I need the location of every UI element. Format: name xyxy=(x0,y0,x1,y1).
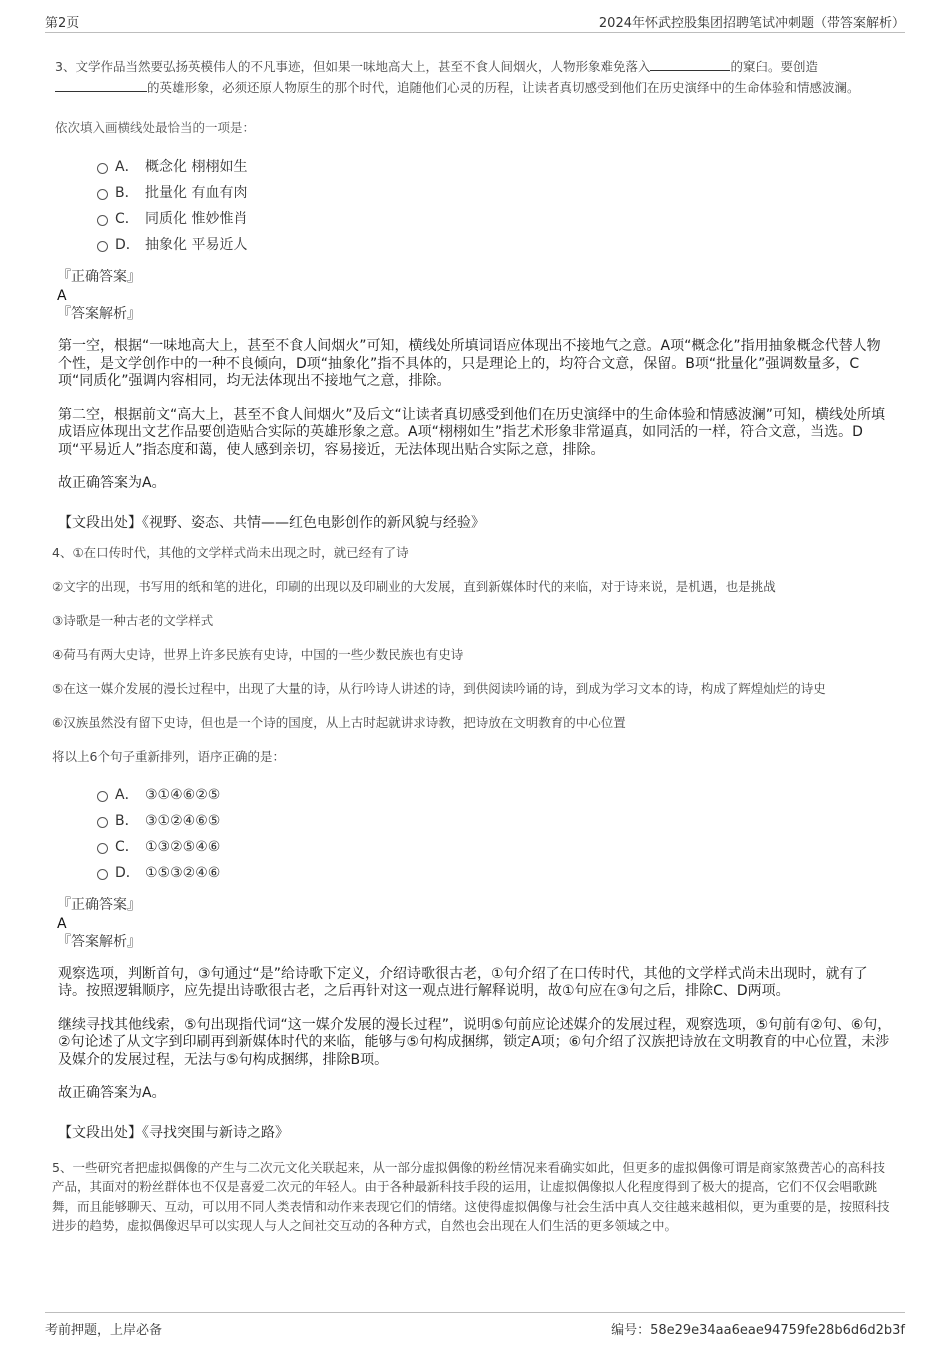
answer-value: A xyxy=(57,915,67,932)
radio-icon[interactable] xyxy=(97,241,108,252)
question-5 xyxy=(52,1158,892,1236)
document-body xyxy=(52,52,895,1236)
question-4 xyxy=(52,544,892,1142)
sentence: ③诗歌是一种古老的文学样式 xyxy=(52,612,214,628)
page-footer xyxy=(45,1312,905,1337)
blank-2 xyxy=(55,79,147,92)
analysis-label: 『答案解析』 xyxy=(57,306,141,322)
radio-icon[interactable] xyxy=(97,791,108,802)
analysis-conclusion: 故正确答案为A。 xyxy=(58,1085,166,1101)
analysis-conclusion: 故正确答案为A。 xyxy=(58,475,166,491)
answer-value: A xyxy=(57,288,67,304)
source-citation: 【文段出处】《视野、姿态、共情——红色电影创作的新风貌与经验》 xyxy=(58,514,485,531)
page-number: 第2页 xyxy=(45,16,80,31)
radio-icon[interactable] xyxy=(97,163,108,174)
sentence: ②文字的出现，书写用的纸和笔的进化，印刷的出现以及印刷业的大发展，直到新媒体时代的来临，对于诗来说，是机遇，也是挑战 xyxy=(52,578,776,594)
analysis-paragraph: 观察选项，判断首句，③句通过“是”给诗歌下定义，介绍诗歌很古老，①句介绍了在口传时代，其他的文学样式尚未出现时，就有了诗。按照逻辑顺序，应先提出诗歌很古老，之后再针对这一观点进行解释说明，故①句应在③句之后，排除C、D两项。 xyxy=(58,965,868,999)
analysis-paragraph: 第一空，根据“一味地高大上，甚至不食人间烟火”可知，横线处所填词语应体现出不接地气之意。A项“概念化”指用抽象概念代替人物个性，是文学创作中的一种不良倾向，D项“抽象化”指不具体的，只是理论上的，均符合文意，保留。B项“批量化”强调数量多，C项“同质化”强调内容相同，均无法体现出不接地气之意，排除。 xyxy=(58,338,881,389)
question-3-stem: 3、文学作品当然要弘扬英模伟人的不凡事迹，但如果一味地高大上，甚至不食人间烟火，人物形象难免落入 的窠臼。要创造 的英雄形象，必须还原人物原生的那个时代，追随他们心灵的历程，让读者真切感受到他们在历史演绎中的生命体验和情感波澜。 xyxy=(55,59,860,95)
option-a[interactable]: A． ③①④⑥②⑤ xyxy=(97,782,892,808)
question-3-options xyxy=(97,154,895,258)
option-c[interactable]: C． ①③②⑤④⑥ xyxy=(97,834,892,860)
analysis-paragraph: 第二空，根据前文“高大上，甚至不食人间烟火”及后文“让读者真切感受到他们在历史演绎中的生命体验和情感波澜”可知，横线处所填成语应体现出文艺作品要创造贴合实际的英雄形象之意。A项“栩栩如生”指艺术形象非常逼真，如同活的一样，符合文意，当选。D项“平易近人”指态度和蔼，使人感到亲切，容易接近，无法体现出贴合实际之意，排除。 xyxy=(58,406,886,458)
document-id: 编号：58e29e34aa6eae94759fe28b6d6d2b3f xyxy=(611,1323,905,1338)
question-5-stem: 5、一些研究者把虚拟偶像的产生与二次元文化关联起来，从一部分虚拟偶像的粉丝情况来看确实如此，但更多的虚拟偶像可谓是商家煞费苦心的高科技产品，其面对的粉丝群体也不仅是喜爱二次元的年轻人。由于各种最新科技手段的运用，让虚拟偶像拟人化程度得到了极大的提高，它们不仅会唱歌跳舞，而且能够聊天、互动，可以用不同人类表情和动作来表现它们的情绪。这使得虚拟偶像与社会生活中真人交往越来越相似，更为重要的是，按照科技进步的趋势，虚拟偶像迟早可以实现人与人之间社交互动的各种方式，自然也会出现在人们生活的更多领域之中。 xyxy=(52,1159,890,1233)
question-3-prompt: 依次填入画横线处最恰当的一项是： xyxy=(55,120,256,135)
radio-icon[interactable] xyxy=(97,843,108,854)
option-b[interactable]: B． ③①②④⑥⑤ xyxy=(97,808,892,834)
option-b[interactable]: B． 批量化 有血有肉 xyxy=(97,180,895,206)
answer-label: 『正确答案』 xyxy=(57,896,141,913)
question-3 xyxy=(55,56,895,532)
document-title: 2024年怀武控股集团招聘笔试冲刺题（带答案解析） xyxy=(598,16,905,31)
sentence: 4、①在口传时代，其他的文学样式尚未出现之时，就已经有了诗 xyxy=(52,544,409,560)
footer-slogan: 考前押题，上岸必备 xyxy=(45,1323,163,1338)
sentence: ⑥汉族虽然没有留下史诗，但也是一个诗的国度，从上古时起就讲求诗教，把诗放在文明教育的中心位置 xyxy=(52,714,626,730)
page-header xyxy=(45,8,905,33)
sentence: ④荷马有两大史诗，世界上许多民族有史诗，中国的一些少数民族也有史诗 xyxy=(52,646,464,662)
option-d[interactable]: D． 抽象化 平易近人 xyxy=(97,232,895,258)
option-d[interactable]: D． ①⑤③②④⑥ xyxy=(97,860,892,886)
analysis-label: 『答案解析』 xyxy=(57,933,141,950)
question-4-prompt: 将以上6个句子重新排列，语序正确的是： xyxy=(52,748,285,764)
blank-1 xyxy=(650,58,730,71)
answer-label: 『正确答案』 xyxy=(57,269,141,285)
radio-icon[interactable] xyxy=(97,817,108,828)
sentence: ⑤在这一媒介发展的漫长过程中，出现了大量的诗，从行吟诗人讲述的诗，到供阅读吟诵的诗，到成为学习文本的诗，构成了辉煌灿烂的诗史 xyxy=(52,680,826,696)
analysis-paragraph: 继续寻找其他线索，⑤句出现指代词“这一媒介发展的漫长过程”，说明⑤句前应论述媒介的发展过程，观察选项，⑤句前有②句、⑥句，②句论述了从文字到印刷再到新媒体时代的来临，能够与⑤句构成捆绑，锁定A项；⑥句介绍了汉族把诗放在文明教育的中心位置，未涉及媒介的发展过程，无法与⑤句构成捆绑，排除B项。 xyxy=(58,1016,892,1068)
source-citation: 【文段出处】《寻找突围与新诗之路》 xyxy=(58,1124,289,1141)
radio-icon[interactable] xyxy=(97,215,108,226)
radio-icon[interactable] xyxy=(97,189,108,200)
option-c[interactable]: C． 同质化 惟妙惟肖 xyxy=(97,206,895,232)
radio-icon[interactable] xyxy=(97,869,108,880)
option-a[interactable]: A． 概念化 栩栩如生 xyxy=(97,154,895,180)
question-4-options xyxy=(97,782,892,886)
